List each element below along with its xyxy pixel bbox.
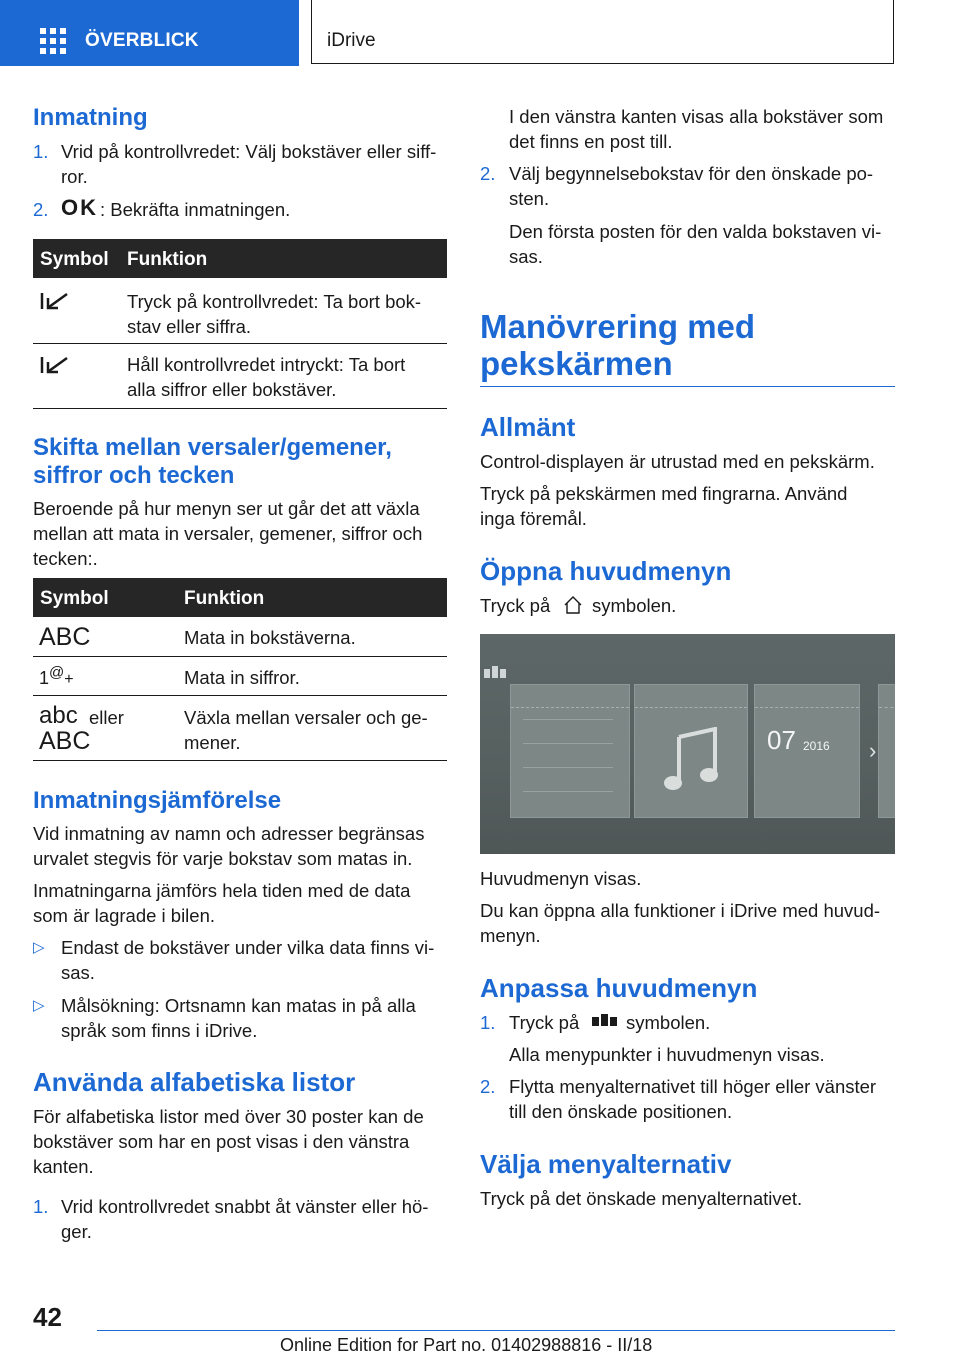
table-cell: Mata in siffror. <box>184 667 300 688</box>
paragraph-post: symbolen. <box>592 595 677 616</box>
step-subtext: Den första posten för den valda bokstaven vi‐ sas. <box>509 221 882 267</box>
abc-upper-symbol: ABC <box>39 623 91 651</box>
heading-oppna: Öppna huvudmenyn <box>480 556 732 586</box>
footer-rule <box>97 1330 895 1331</box>
step-subtext: Alla menypunkter i huvudmenyn visas. <box>509 1044 825 1065</box>
heading-valja: Välja menyalternativ <box>480 1149 732 1179</box>
heading-rule <box>480 386 895 387</box>
table-cell: Håll kontrollvredet intryckt: Ta bort alla siffror eller bokstäver. <box>127 354 406 400</box>
grid-menu-icon <box>40 28 66 54</box>
symbol-table-delete <box>33 239 447 409</box>
menu-tile-calendar: 07 2016 <box>754 684 860 818</box>
paragraph: Tryck på pekskärmen med fingrarna. Använd inga föremål. <box>480 483 848 529</box>
step-number: 2. <box>480 1076 496 1097</box>
heading-inmatning: Inmatning <box>33 104 148 131</box>
table-cell: Mata in bokstäverna. <box>184 627 356 648</box>
section-title: iDrive <box>327 30 376 51</box>
home-icon <box>562 594 584 616</box>
numbers-symbol: 1@+ <box>39 664 74 688</box>
heading-allmant: Allmänt <box>480 412 576 442</box>
ok-symbol: OK <box>61 195 98 220</box>
delete-all-arrow-icon <box>39 355 71 375</box>
heading-anpassa: Anpassa huvudmenyn <box>480 973 758 1003</box>
menu-tile-partial <box>878 684 895 818</box>
step-text: : Bekräfta inmatningen. <box>100 199 291 220</box>
step-text-pre: Tryck på <box>509 1012 580 1033</box>
customize-menu-icon <box>484 666 508 682</box>
main-menu-screenshot <box>480 634 895 854</box>
table-cell: Växla mellan versaler och ge‐ mener. <box>184 707 428 753</box>
step-number: 2. <box>480 163 496 184</box>
bullet-text: Målsökning: Ortsnamn kan matas in på alla språk som finns i iDrive. <box>61 995 416 1041</box>
heading-skifta: Skifta mellan versaler/gemener, siffror och tecken <box>33 434 392 489</box>
menu-tile-media <box>634 684 748 818</box>
page-number: 42 <box>33 1302 62 1332</box>
music-note-icon <box>663 727 721 791</box>
step-number: 1. <box>33 141 49 162</box>
paragraph: Tryck på det önskade menyalternativet. <box>480 1188 803 1209</box>
footer-edition: Online Edition for Part no. 01402988816 - II/18 <box>280 1335 653 1355</box>
paragraph: Beroende på hur menyn ser ut går det att växla mellan att mata in versaler, gemener, siffror och tecken:. <box>33 498 423 569</box>
menu-tile-car <box>510 684 630 818</box>
chevron-right-icon: › <box>869 738 877 763</box>
heading-jamforelse: Inmatningsjämförelse <box>33 787 282 814</box>
chapter-tab[interactable] <box>0 0 299 66</box>
table-header: Symbol Funktion <box>33 239 447 278</box>
paragraph: Control-displayen är utrustad med en pekskärm. <box>480 451 875 472</box>
heading-pekskarm: Manövrering med pekskärmen <box>480 308 756 382</box>
abc-lower-symbol: abc <box>39 702 78 729</box>
paragraph: Vid inmatning av namn och adresser begränsas urvalet stegvis för varje bokstav som matas in. <box>33 823 425 869</box>
abc-upper-symbol: ABC <box>39 727 91 755</box>
symbol-table-case <box>33 578 447 762</box>
step-text: Välj begynnelsebokstav för den önskade po‐ sten. <box>509 163 874 209</box>
step-text-post: symbolen. <box>626 1012 711 1033</box>
customize-menu-icon <box>591 1013 619 1031</box>
bullet-triangle-icon: ▷ <box>33 997 45 1014</box>
table-header: Symbol Funktion <box>33 578 447 617</box>
step-text: Flytta menyalternativet till höger eller vänster till den önskade positionen. <box>509 1076 877 1122</box>
step-text: Vrid kontrollvredet snabbt åt vänster eller hö‐ ger. <box>61 1196 429 1242</box>
heading-listor: Använda alfabetiska listor <box>33 1067 356 1097</box>
step-continued-text: I den vänstra kanten visas alla bokstäver som det finns en post till. <box>509 106 884 152</box>
bullet-triangle-icon: ▷ <box>33 939 45 956</box>
paragraph-pre: Tryck på <box>480 595 551 616</box>
eller-label: eller <box>89 707 124 728</box>
table-cell: Tryck på kontrollvredet: Ta bort bok‐ stav eller siffra. <box>127 291 422 337</box>
step-number: 1. <box>33 1196 49 1217</box>
paragraph: För alfabetiska listor med över 30 poster kan de bokstäver som har en post visas i den vänstra kanten. <box>33 1106 424 1177</box>
section-title-box <box>311 0 894 64</box>
bullet-text: Endast de bokstäver under vilka data finns vi‐ sas. <box>61 937 435 983</box>
delete-arrow-icon <box>39 291 71 311</box>
paragraph: Inmatningarna jämförs hela tiden med de data som är lagrade i bilen. <box>33 880 411 926</box>
step-text: Vrid på kontrollvredet: Välj bokstäver eller siff‐ ror. <box>61 141 437 187</box>
chapter-tab-label: ÖVERBLICK <box>85 30 199 51</box>
step-number: 2. <box>33 199 49 220</box>
paragraph: Du kan öppna alla funktioner i iDrive med huvud‐ menyn. <box>480 900 881 946</box>
paragraph: Huvudmenyn visas. <box>480 868 642 889</box>
step-number: 1. <box>480 1012 496 1033</box>
